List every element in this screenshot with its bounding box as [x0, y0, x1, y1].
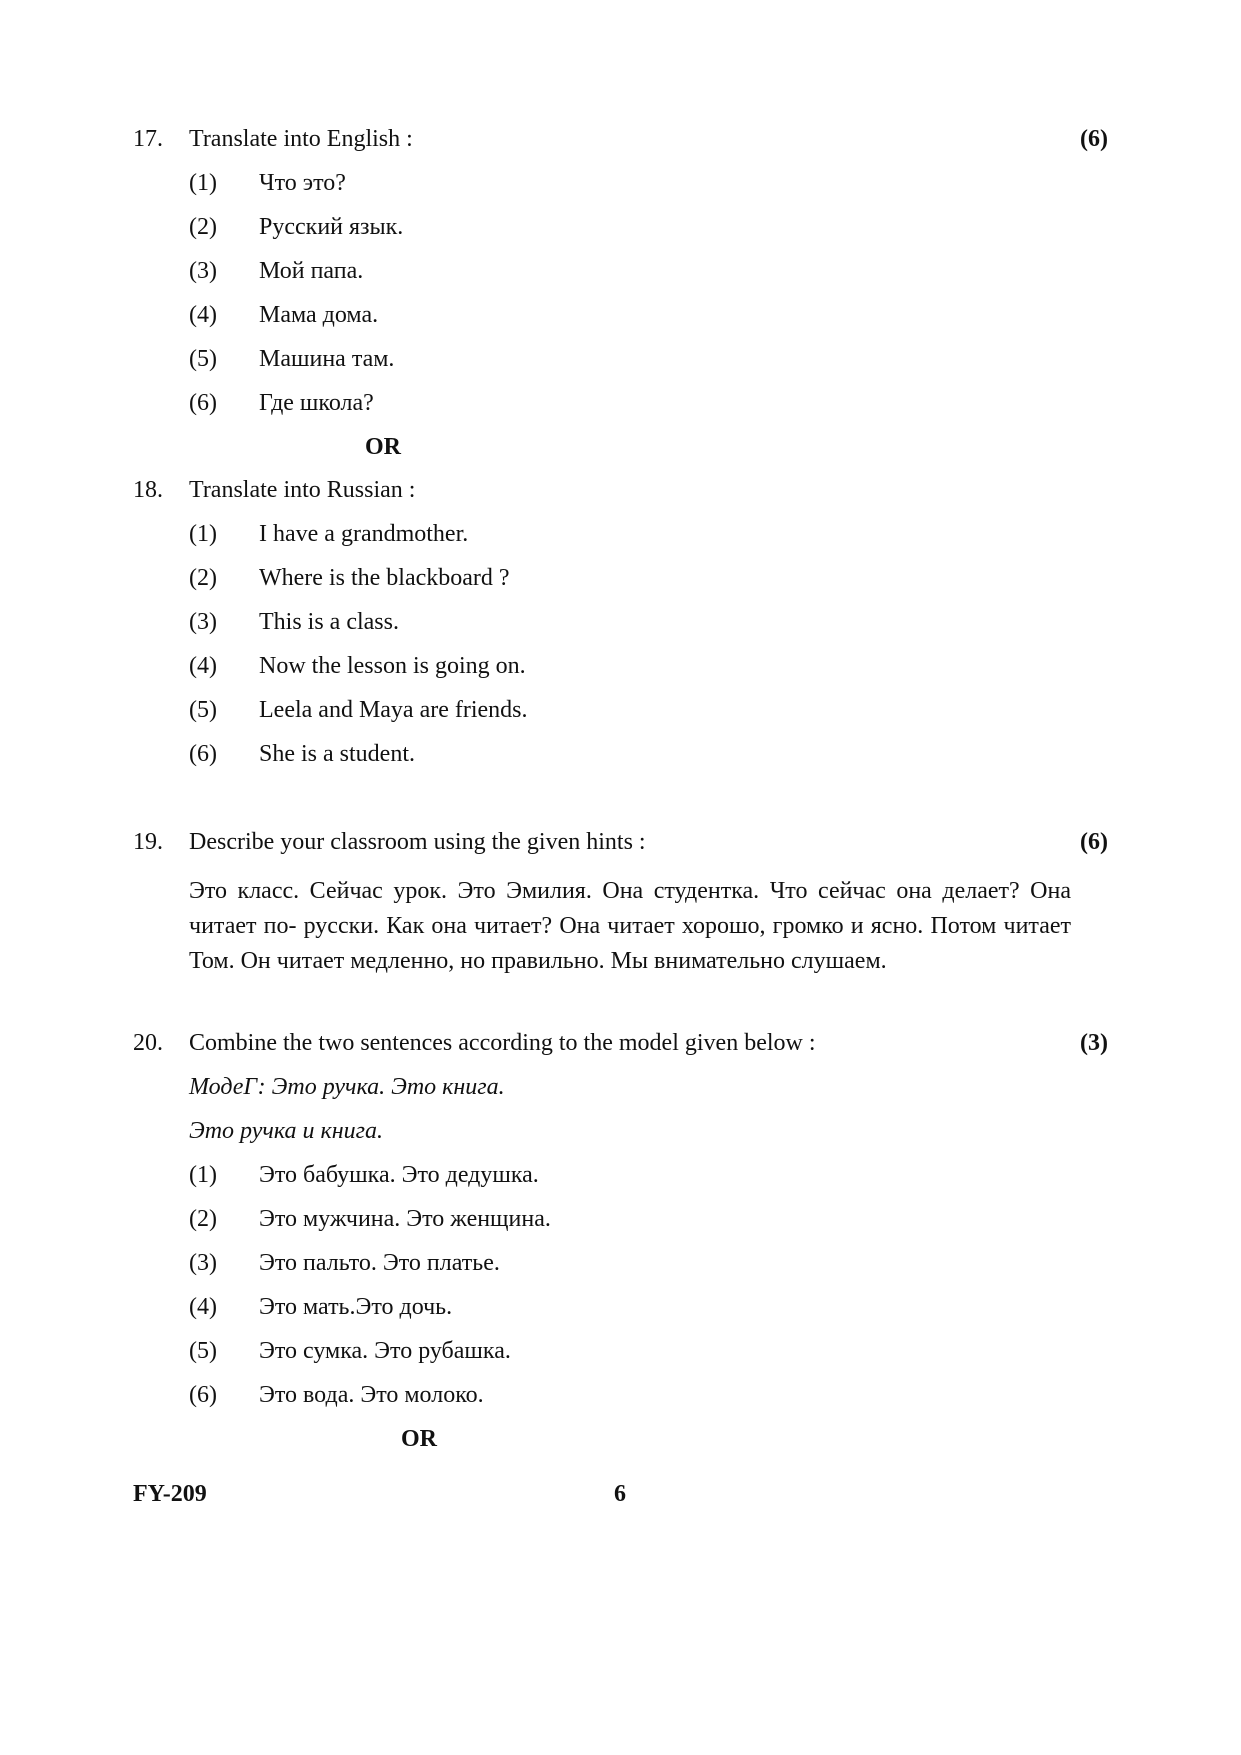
item-number: (2) [189, 1206, 217, 1232]
item-number: (4) [189, 302, 217, 328]
item-text: Leela and Maya are friends. [259, 697, 528, 723]
question-prompt: Translate into Russian : [189, 477, 416, 503]
item-text: Что это? [259, 170, 346, 196]
item-text: Это бабушка. Это дедушка. [259, 1162, 539, 1188]
question-number: 19. [133, 829, 163, 855]
question-number: 20. [133, 1030, 163, 1056]
item-number: (3) [189, 1250, 217, 1276]
item-number: (1) [189, 170, 217, 196]
item-number: (4) [189, 1294, 217, 1320]
item-text: Это вода. Это молоко. [259, 1382, 484, 1408]
item-text: This is a class. [259, 609, 399, 635]
question-number: 17. [133, 126, 163, 152]
item-text: Где школа? [259, 390, 374, 416]
model-example-line: МодеГ: Это ручка. Это книга. [189, 1074, 505, 1100]
item-text: I have a grandmother. [259, 521, 469, 547]
item-text: Where is the blackboard ? [259, 565, 510, 591]
question-number: 18. [133, 477, 163, 503]
question-prompt: Combine the two sentences according to the model given below : [189, 1030, 816, 1056]
item-number: (2) [189, 214, 217, 240]
question-marks: (6) [1080, 126, 1108, 152]
item-text: Мой папа. [259, 258, 364, 284]
item-number: (1) [189, 1162, 217, 1188]
question-marks: (3) [1080, 1030, 1108, 1056]
item-number: (2) [189, 565, 217, 591]
hints-paragraph: Это класс. Сейчас урок. Это Эмилия. Она студентка. Что сейчас она делает? Она читает по- русски. Как она читает? Она читает хорошо, громко и ясно. Потом читает Том. Он читает медленно, но правильно. Мы внимательно слушаем. [189, 878, 1071, 974]
item-number: (6) [189, 1382, 217, 1408]
question-marks: (6) [1080, 829, 1108, 855]
page-number: 6 [614, 1481, 626, 1507]
model-answer-line: Это ручка и книга. [189, 1118, 383, 1144]
item-text: Это пальто. Это платье. [259, 1250, 500, 1276]
item-number: (5) [189, 346, 217, 372]
item-number: (3) [189, 609, 217, 635]
item-text: Машина там. [259, 346, 395, 372]
item-text: Это мать.Это дочь. [259, 1294, 453, 1320]
item-number: (1) [189, 521, 217, 547]
item-number: (6) [189, 741, 217, 767]
item-number: (6) [189, 390, 217, 416]
question-prompt: Translate into English : [189, 126, 413, 152]
item-number: (5) [189, 1338, 217, 1364]
or-separator: OR [401, 1426, 437, 1452]
item-text: She is a student. [259, 741, 415, 767]
item-text: Это мужчина. Это женщина. [259, 1206, 551, 1232]
item-text: Now the lesson is going on. [259, 653, 526, 679]
or-separator: OR [365, 434, 401, 460]
question-prompt: Describe your classroom using the given hints : [189, 829, 646, 855]
item-text: Это сумка. Это рубашка. [259, 1338, 511, 1364]
item-text: Мама дома. [259, 302, 379, 328]
item-number: (4) [189, 653, 217, 679]
paper-code: FY-209 [133, 1481, 207, 1507]
item-number: (3) [189, 258, 217, 284]
item-text: Русский язык. [259, 214, 404, 240]
item-number: (5) [189, 697, 217, 723]
